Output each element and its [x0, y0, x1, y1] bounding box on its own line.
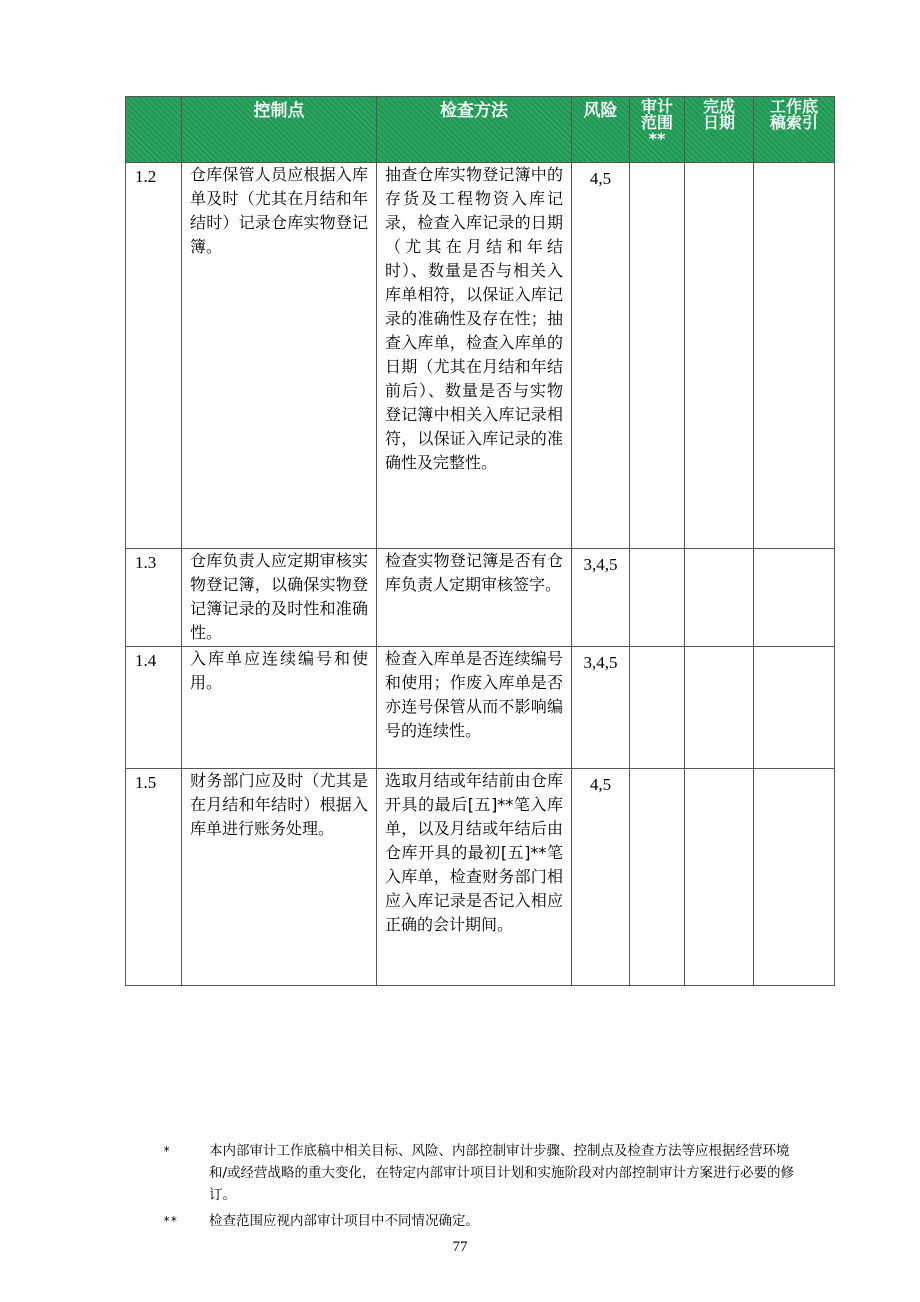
header-audit-scope-line-1: 审计: [640, 97, 673, 116]
table-row: [126, 163, 835, 549]
audit-procedure-table: [125, 96, 835, 986]
row-id: 1.2: [126, 163, 182, 549]
header-completion-date-line-2: 日期: [702, 113, 735, 132]
row-risk: 4,5: [572, 769, 630, 986]
row-control-point: 仓库负责人应定期审核实物登记簿，以确保实物登记簿记录的及时性和准确性。: [182, 549, 377, 647]
row-risk: 4,5: [572, 163, 630, 549]
table-header-row: [126, 97, 835, 163]
table-row: [126, 549, 835, 647]
row-completion-date: [685, 163, 754, 549]
row-workpaper-index: [754, 647, 835, 769]
row-id: 1.3: [126, 549, 182, 647]
row-audit-scope: [630, 647, 685, 769]
row-completion-date: [685, 769, 754, 986]
footnote-text: 检查范围应视内部审计项目中不同情况确定。: [209, 1213, 479, 1229]
row-control-point: 仓库保管人员应根据入库单及时（尤其在月结和年结时）记录仓库实物登记簿。: [182, 163, 377, 549]
row-id: 1.5: [126, 769, 182, 986]
header-completion-date-line-1: 完成: [702, 97, 735, 116]
header-audit-scope-line-2: 范围: [640, 113, 673, 132]
footnotes: [163, 1140, 803, 1236]
row-completion-date: [685, 647, 754, 769]
row-workpaper-index: [754, 163, 835, 549]
row-workpaper-index: [754, 549, 835, 647]
header-check-method: 检查方法: [377, 97, 572, 163]
header-risk: 风险: [572, 97, 630, 163]
row-completion-date: [685, 549, 754, 647]
row-check-method: 抽查仓库实物登记簿中的存货及工程物资入库记录，检查入库记录的日期（尤其在月结和年结时）、数量是否与相关入库单相符，以保证入库记录的准确性及存在性；抽查入库单，检查入库单的日期（尤其在月结和年结前后）、数量是否与实物登记簿中相关入库记录相符，以保证入库记录的准确性及完整性。: [377, 163, 572, 549]
footnote-mark: *: [163, 1144, 171, 1158]
header-workpaper-index-line-1: 工作底: [769, 97, 818, 116]
row-control-point: 入库单应连续编号和使用。: [182, 647, 377, 769]
row-risk: 3,4,5: [572, 647, 630, 769]
header-completion-date: [685, 97, 754, 163]
row-check-method: 检查入库单是否连续编号和使用；作废入库单是否亦连号保管从而不影响编号的连续性。: [377, 647, 572, 769]
table-row: [126, 769, 835, 986]
row-audit-scope: [630, 769, 685, 986]
footnote-item: [163, 1140, 803, 1206]
row-risk: 3,4,5: [572, 549, 630, 647]
header-workpaper-index-line-2: 稿索引: [769, 113, 818, 132]
row-control-point: 财务部门应及时（尤其是在月结和年结时）根据入库单进行账务处理。: [182, 769, 377, 986]
table-row: [126, 647, 835, 769]
row-check-method: 检查实物登记簿是否有仓库负责人定期审核签字。: [377, 549, 572, 647]
row-id: 1.4: [126, 647, 182, 769]
header-control-point: 控制点: [182, 97, 377, 163]
page-number: 77: [452, 1239, 468, 1255]
header-audit-scope-line-3: **: [648, 129, 666, 148]
row-workpaper-index: [754, 769, 835, 986]
row-check-method: 选取月结或年结前由仓库开具的最后[五]**笔入库单，以及月结或年结后由仓库开具的最初[五]**笔入库单，检查财务部门相应入库记录是否记入相应正确的会计期间。: [377, 769, 572, 986]
footnote-mark: **: [163, 1214, 178, 1228]
row-audit-scope: [630, 549, 685, 647]
row-audit-scope: [630, 163, 685, 549]
footnote-item: [163, 1210, 803, 1232]
header-id: [126, 97, 182, 163]
footnote-text: 本内部审计工作底稿中相关目标、风险、内部控制审计步骤、控制点及检查方法等应根据经营环境和/或经营战略的重大变化，在特定内部审计项目计划和实施阶段对内部控制审计方案进行必要的修订。: [209, 1143, 795, 1203]
header-workpaper-index: [754, 97, 835, 163]
header-audit-scope: [630, 97, 685, 163]
